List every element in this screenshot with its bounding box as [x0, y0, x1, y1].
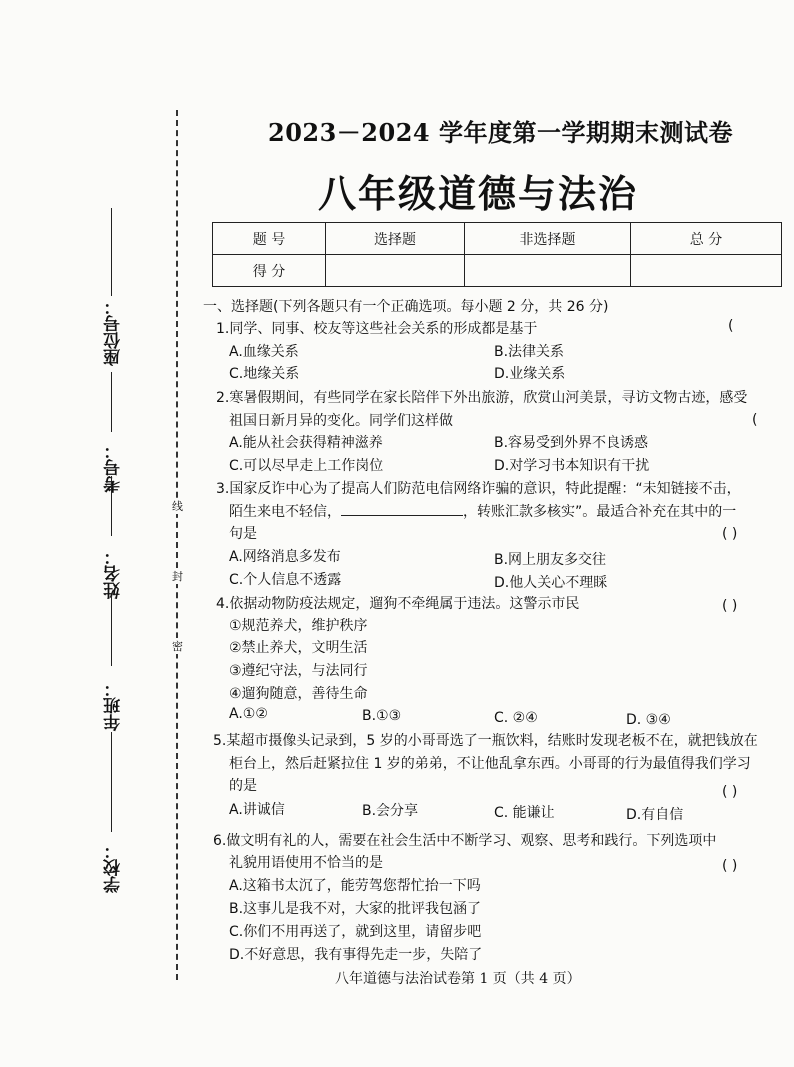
- q5-stem-line2: 柜台上，然后赶紧拉住 1 岁的弟弟，不让他乱拿东西。小哥哥的行为最值得我们学习: [229, 756, 751, 772]
- q6-option-d: D.不好意思，我有事得先走一步，失陪了: [229, 947, 483, 963]
- seat-line: [111, 208, 112, 296]
- q4-stem: 4.依据动物防疫法规定，遛狗不牵绳属于违法。这警示市民: [216, 596, 580, 612]
- score-cell-nonchoice[interactable]: [465, 255, 631, 287]
- q1-stem: 1.同学、同事、校友等这些社会关系的形成都是基于: [216, 321, 538, 337]
- exam-title: 2023－2024 学年度第一学期期末测试卷: [268, 118, 733, 147]
- name-label: 姓名：: [104, 548, 124, 599]
- q3-fill-blank[interactable]: [341, 503, 463, 516]
- q4-option-d: D. ③④: [626, 712, 671, 728]
- q3-stem-line3: 句是: [229, 526, 257, 542]
- q2-stem-line2: 祖国日新月异的变化。同学们这样做: [229, 413, 453, 429]
- seal-char-secret: 密: [172, 640, 183, 653]
- q2-stem-line1: 2.寒暑假期间，有些同学在家长陪伴下外出旅游，欣赏山河美景，寻访文物古迹，感受: [216, 390, 748, 406]
- q4-item-2: ②禁止养犬，文明生活: [229, 640, 368, 656]
- score-header-total: 总 分: [631, 223, 782, 255]
- class-label: 年班：: [104, 680, 124, 731]
- q5-answer-paren: ( ): [722, 784, 738, 800]
- q1-option-b: B.法律关系: [494, 344, 565, 360]
- q3-option-b: B.网上朋友多交往: [494, 552, 607, 568]
- q6-option-c: C.你们不用再送了，就到这里，请留步吧: [229, 924, 482, 940]
- q3-stem-line2-end: ，转账汇款多核实”。最适合补充在其中的一: [463, 504, 737, 520]
- class-line: [111, 732, 112, 832]
- q3-option-a: A.网络消息多发布: [229, 549, 341, 565]
- q3-stem-line1: 3.国家反诈中心为了提高人们防范电信网络诈骗的意识，特此提醒：“未知链接不击，: [216, 481, 741, 497]
- page-footer: 八年道德与法治试卷第 1 页（共 4 页）: [335, 971, 581, 987]
- q3-option-c: C.个人信息不透露: [229, 572, 342, 588]
- q5-option-b: B.会分享: [362, 803, 419, 819]
- q1-answer-paren: (: [728, 318, 734, 334]
- school-label: 学校：: [104, 842, 124, 893]
- q4-option-c: C. ②④: [494, 710, 538, 726]
- q1-option-a: A.血缘关系: [229, 344, 299, 360]
- q2-option-b: B.容易受到外界不良诱惑: [494, 435, 649, 451]
- q4-option-b: B.①③: [362, 708, 402, 724]
- q3-option-d: D.他人关心不理睬: [494, 575, 608, 591]
- q4-item-1: ①规范养犬，维护秩序: [229, 618, 368, 634]
- score-cell-choice[interactable]: [326, 255, 465, 287]
- score-header-choice: 选择题: [326, 223, 465, 255]
- section-heading: 一、选择题(下列各题只有一个正确选项。每小题 2 分，共 26 分): [203, 299, 609, 315]
- name-line: [111, 596, 112, 666]
- score-table: [212, 222, 782, 287]
- q3-stem-line2: [229, 501, 736, 521]
- exam-no-label: 考号：: [104, 442, 124, 493]
- q3-answer-paren: ( ): [722, 526, 738, 542]
- subject-title: 八年级道德与法治: [318, 172, 639, 216]
- seal-char-line: 线: [172, 500, 183, 513]
- q4-item-4: ④遛狗随意，善待生命: [229, 686, 368, 702]
- seal-char-seal: 封: [172, 570, 183, 583]
- exam-no-line-2: [111, 476, 112, 536]
- q1-option-c: C.地缘关系: [229, 366, 300, 382]
- q2-option-c: C.可以尽早走上工作岗位: [229, 458, 384, 474]
- q4-answer-paren: ( ): [722, 598, 738, 614]
- score-header-nonchoice: 非选择题: [465, 223, 631, 255]
- q5-option-a: A.讲诚信: [229, 802, 285, 818]
- exam-no-line: [111, 372, 112, 432]
- q4-option-a: A.①②: [229, 706, 268, 722]
- q5-stem-line1: 5.某超市摄像头记录到，5 岁的小哥哥选了一瓶饮料，结账时发现老板不在，就把钱放在: [213, 733, 758, 749]
- q6-stem-line2: 礼貌用语使用不恰当的是: [229, 855, 383, 871]
- q3-stem-line2-start: 陌生来电不轻信，: [229, 504, 341, 520]
- q5-option-d: D.有自信: [626, 807, 684, 823]
- q1-option-d: D.业缘关系: [494, 366, 566, 382]
- q5-stem-line3: 的是: [229, 778, 257, 794]
- q2-answer-paren: (: [752, 412, 758, 428]
- q6-option-a: A.这箱书太沉了，能劳驾您帮忙抬一下吗: [229, 878, 481, 894]
- score-cell-total[interactable]: [631, 255, 782, 287]
- score-header-number: 题 号: [213, 223, 326, 255]
- q2-option-a: A.能从社会获得精神滋养: [229, 435, 383, 451]
- q6-answer-paren: ( ): [722, 858, 738, 874]
- q6-option-b: B.这事儿是我不对，大家的批评我包涵了: [229, 901, 482, 917]
- q6-stem-line1: 6.做文明有礼的人，需要在社会生活中不断学习、观察、思考和践行。下列选项中: [213, 833, 717, 849]
- q5-option-c: C. 能谦让: [494, 805, 555, 821]
- q4-item-3: ③遵纪守法，与法同行: [229, 663, 368, 679]
- seat-label: 座位号：: [104, 298, 124, 366]
- q2-option-d: D.对学习书本知识有干扰: [494, 458, 650, 474]
- score-row-label: 得 分: [213, 255, 326, 287]
- binding-dashed-line: [176, 110, 178, 980]
